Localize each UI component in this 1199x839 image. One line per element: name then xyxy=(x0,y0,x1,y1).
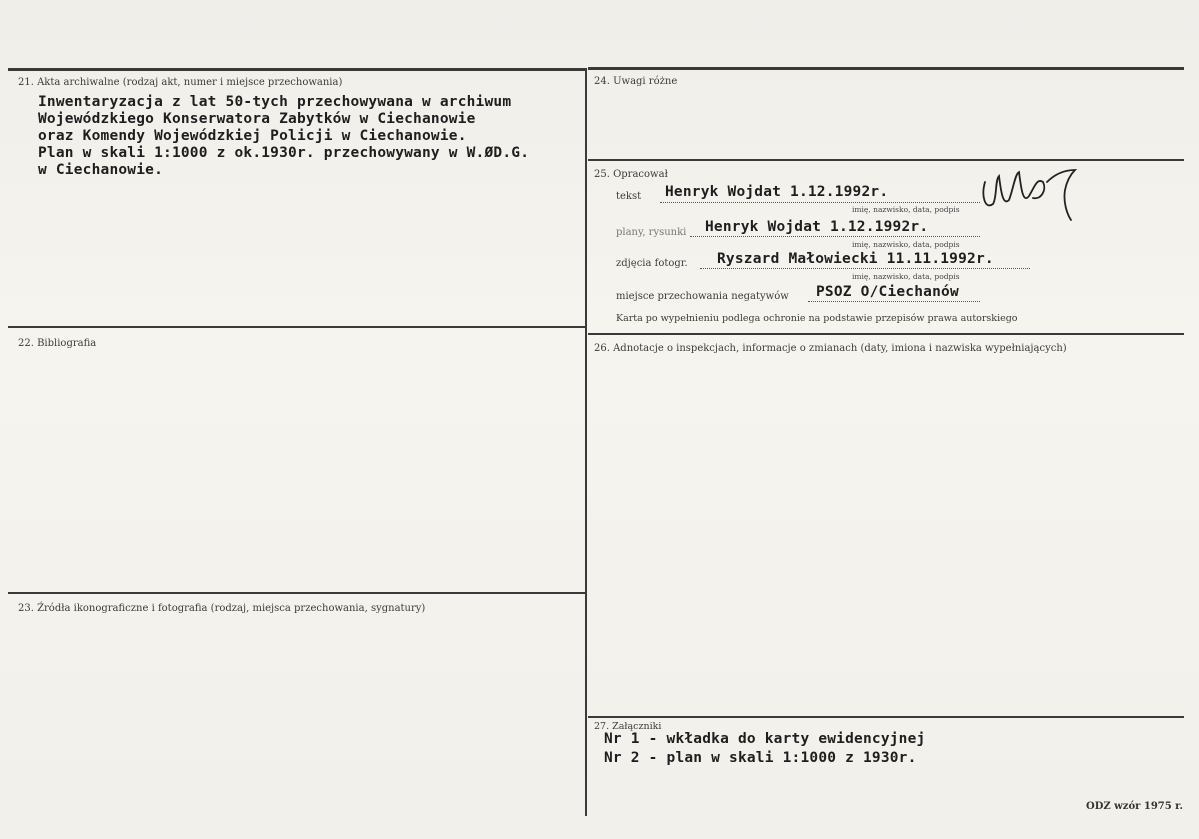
plany-caption: imię, nazwisko, data, podpis xyxy=(852,240,960,249)
zdjecia-caption: imię, nazwisko, data, podpis xyxy=(852,272,960,281)
tekst-dotted-line xyxy=(660,202,980,203)
section-21-line-5: w Ciechanowie. xyxy=(38,162,164,178)
negatywy-label: miejsce przechowania negatywów xyxy=(616,291,789,302)
top-rule-left xyxy=(8,68,586,71)
section-21-line-4: Plan w skali 1:1000 z ok.1930r. przechowywany w W.ØD.G. xyxy=(38,145,530,161)
center-divider xyxy=(585,68,587,816)
form-version: ODZ wzór 1975 r. xyxy=(1086,801,1184,812)
rule-24-25 xyxy=(588,159,1184,161)
zdjecia-label: zdjęcia fotogr. xyxy=(616,258,688,269)
negatywy-value: PSOZ O/Ciechanów xyxy=(816,284,959,300)
attachment-line-1: Nr 1 - wkładka do karty ewidencyjnej xyxy=(604,731,926,747)
plany-value: Henryk Wojdat 1.12.1992r. xyxy=(705,219,929,235)
zdjecia-dotted-line xyxy=(700,268,1030,269)
top-rule-right xyxy=(588,67,1184,70)
tekst-label: tekst xyxy=(616,191,642,202)
zdjecia-value: Ryszard Małowiecki 11.11.1992r. xyxy=(717,251,994,267)
section-26-label: 26. Adnotacje o inspekcjach, informacje o zmianach (daty, imiona i nazwiska wypełniających) xyxy=(594,343,1067,354)
section-24-label: 24. Uwagi różne xyxy=(594,76,678,87)
section-21-label: 21. Akta archiwalne (rodzaj akt, numer i miejsce przechowania) xyxy=(18,77,343,88)
section-21-line-3: oraz Komendy Wojewódzkiej Policji w Ciechanowie. xyxy=(38,128,467,144)
section-22-label: 22. Bibliografia xyxy=(18,338,97,349)
section-27-label: 27. Załączniki xyxy=(594,721,662,732)
signature-mark xyxy=(975,160,1085,225)
section-25-label: 25. Opracował xyxy=(594,169,668,180)
copyright-note: Karta po wypełnieniu podlega ochronie na podstawie przepisów prawa autorskiego xyxy=(616,313,1018,324)
section-21-line-1: Inwentaryzacja z lat 50-tych przechowywana w archiwum xyxy=(38,94,512,110)
plany-label: plany, rysunki xyxy=(616,227,687,238)
plany-dotted-line xyxy=(690,236,980,237)
rule-21-22 xyxy=(8,326,586,328)
tekst-caption: imię, nazwisko, data, podpis xyxy=(852,205,960,214)
section-23-label: 23. Źródła ikonograficzne i fotografia (rodzaj, miejsca przechowania, sygnatury) xyxy=(18,603,426,614)
rule-26-27 xyxy=(588,716,1184,718)
negatywy-dotted-line xyxy=(808,301,980,302)
attachment-line-2: Nr 2 - plan w skali 1:1000 z 1930r. xyxy=(604,750,917,766)
rule-22-23 xyxy=(8,592,586,594)
tekst-value: Henryk Wojdat 1.12.1992r. xyxy=(665,184,889,200)
rule-25-26 xyxy=(588,333,1184,335)
section-21-line-2: Wojewódzkiego Konserwatora Zabytków w Ciechanowie xyxy=(38,111,476,127)
